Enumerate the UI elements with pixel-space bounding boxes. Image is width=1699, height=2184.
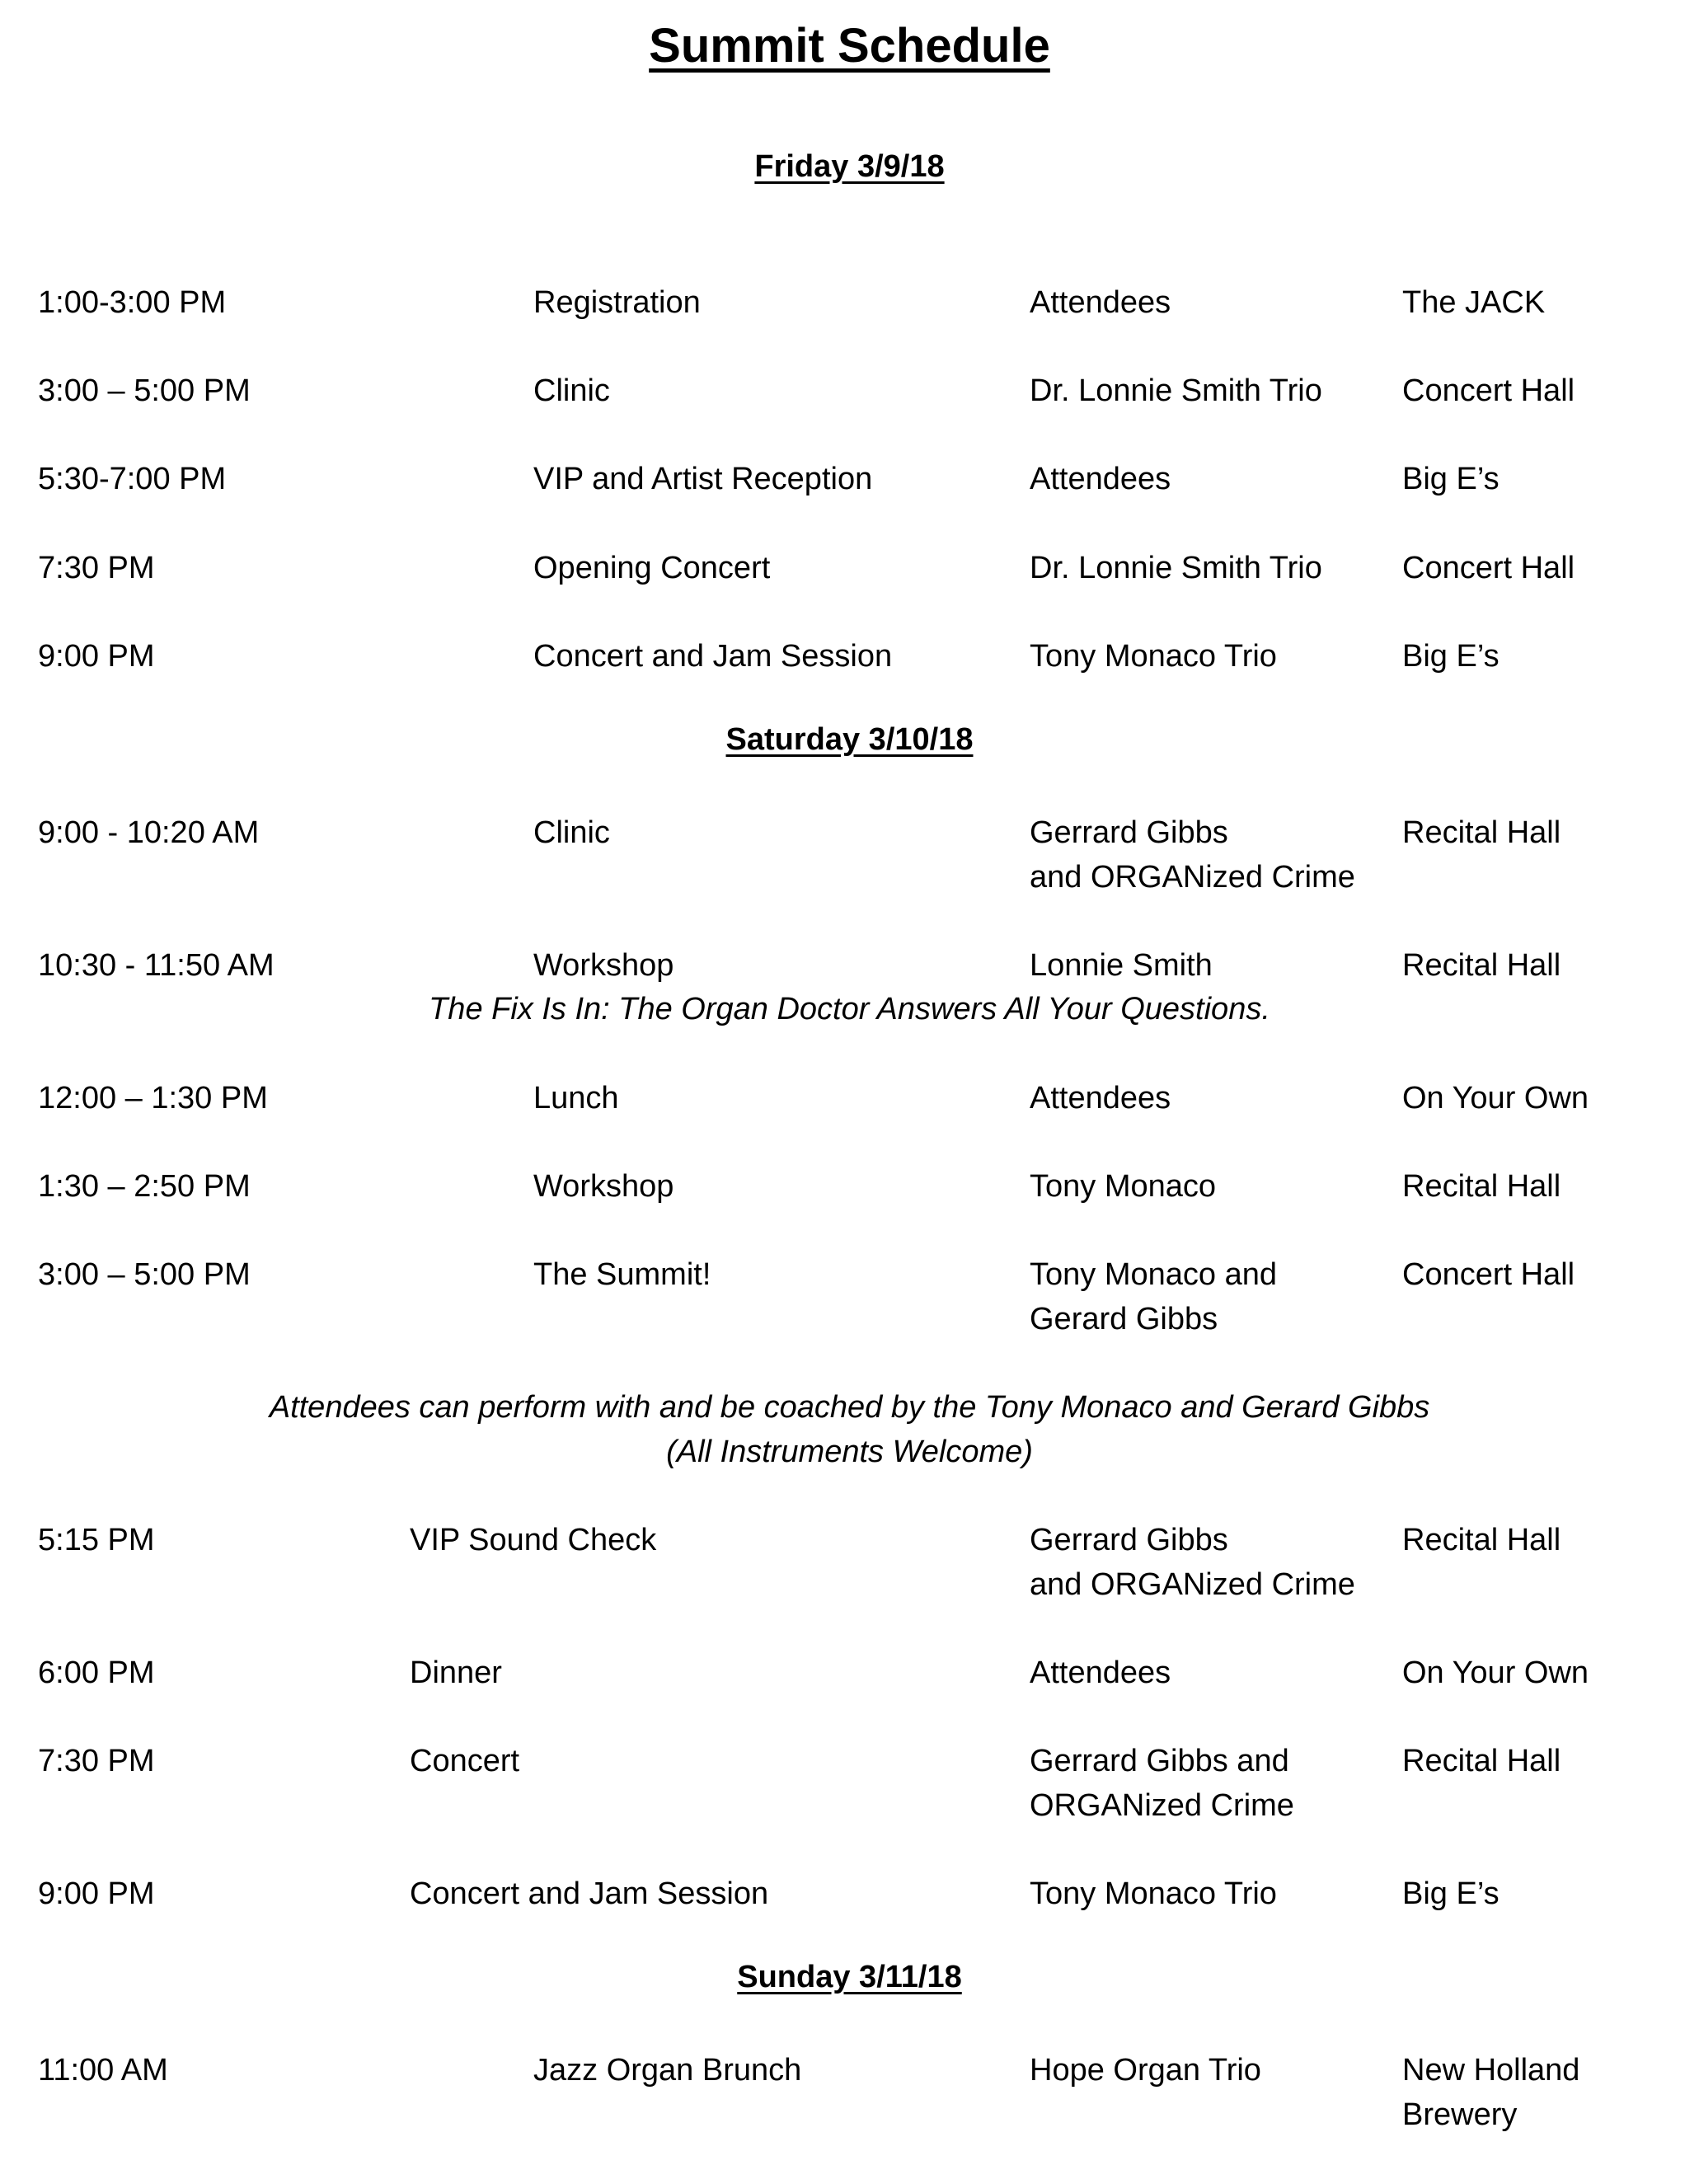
row-where: On Your Own	[1402, 1656, 1589, 1690]
row-who: Attendees	[1030, 1081, 1171, 1115]
row-event: The Summit!	[533, 1257, 711, 1292]
row-who-line2: ORGANized Crime	[1030, 1788, 1294, 1823]
row-event: Registration	[533, 285, 701, 320]
day-heading-saturday: Saturday 3/10/18	[725, 722, 974, 757]
row-event: Concert and Jam Session	[533, 639, 893, 674]
row-who: Gerrard Gibbs	[1030, 815, 1228, 850]
day-heading-friday: Friday 3/9/18	[754, 149, 945, 184]
row-event: Concert	[410, 1744, 520, 1778]
row-who: Gerrard Gibbs	[1030, 1523, 1228, 1557]
row-event: Clinic	[533, 815, 610, 850]
row-who: Hope Organ Trio	[1030, 2053, 1261, 2088]
row-who: Gerrard Gibbs and	[1030, 1744, 1289, 1778]
row-where: Concert Hall	[1402, 1257, 1575, 1292]
row-event: VIP and Artist Reception	[533, 462, 873, 496]
summit-note-line2: (All Instruments Welcome)	[666, 1435, 1033, 1469]
row-where: Recital Hall	[1402, 815, 1561, 850]
row-event: VIP Sound Check	[410, 1523, 657, 1557]
row-event: Clinic	[533, 373, 610, 408]
page-title: Summit Schedule	[649, 19, 1050, 73]
workshop-subtitle: The Fix Is In: The Organ Doctor Answers All Your Questions.	[429, 992, 1270, 1026]
row-who: Lonnie Smith	[1030, 948, 1213, 983]
row-time: 5:15 PM	[38, 1523, 155, 1557]
row-where: Recital Hall	[1402, 1523, 1561, 1557]
row-where: Concert Hall	[1402, 373, 1575, 408]
row-time: 1:30 – 2:50 PM	[38, 1169, 251, 1204]
row-who: Tony Monaco Trio	[1030, 639, 1277, 674]
row-time: 12:00 – 1:30 PM	[38, 1081, 268, 1115]
row-time: 5:30-7:00 PM	[38, 462, 227, 496]
row-where: Concert Hall	[1402, 551, 1575, 585]
row-who: Dr. Lonnie Smith Trio	[1030, 373, 1322, 408]
row-event: Lunch	[533, 1081, 619, 1115]
row-event: Jazz Organ Brunch	[533, 2053, 802, 2088]
row-who: Tony Monaco Trio	[1030, 1876, 1277, 1911]
row-time: 7:30 PM	[38, 1744, 155, 1778]
row-time: 9:00 PM	[38, 639, 155, 674]
row-who-line2: and ORGANized Crime	[1030, 1567, 1355, 1602]
row-time: 7:30 PM	[38, 551, 155, 585]
row-time: 3:00 – 5:00 PM	[38, 373, 251, 408]
row-where: Big E’s	[1402, 1876, 1500, 1911]
row-where: On Your Own	[1402, 1081, 1589, 1115]
row-who: Attendees	[1030, 285, 1171, 320]
day-heading-sunday: Sunday 3/11/18	[737, 1960, 962, 1994]
row-event: Workshop	[533, 1169, 674, 1204]
row-time: 9:00 - 10:20 AM	[38, 815, 260, 850]
row-event: Workshop	[533, 948, 674, 983]
row-time: 3:00 – 5:00 PM	[38, 1257, 251, 1292]
row-who: Dr. Lonnie Smith Trio	[1030, 551, 1322, 585]
row-where: Recital Hall	[1402, 1744, 1561, 1778]
row-time: 9:00 PM	[38, 1876, 155, 1911]
row-event: Concert and Jam Session	[410, 1876, 769, 1911]
row-where: Big E’s	[1402, 462, 1500, 496]
row-who-line2: Gerard Gibbs	[1030, 1302, 1218, 1336]
row-who: Tony Monaco	[1030, 1169, 1217, 1204]
row-where: The JACK	[1402, 285, 1546, 320]
row-who: Attendees	[1030, 462, 1171, 496]
row-who: Attendees	[1030, 1656, 1171, 1690]
row-where: Recital Hall	[1402, 948, 1561, 983]
row-time: 10:30 - 11:50 AM	[38, 948, 275, 983]
row-where: Big E’s	[1402, 639, 1500, 674]
row-time: 1:00-3:00 PM	[38, 285, 227, 320]
row-where: Recital Hall	[1402, 1169, 1561, 1204]
row-event: Dinner	[410, 1656, 502, 1690]
row-event: Opening Concert	[533, 551, 771, 585]
row-where-line2: Brewery	[1402, 2097, 1518, 2132]
row-where: New Holland	[1402, 2053, 1580, 2088]
row-time: 6:00 PM	[38, 1656, 155, 1690]
row-time: 11:00 AM	[38, 2053, 168, 2088]
summit-note: Attendees can perform with and be coached by the Tony Monaco and Gerard Gibbs	[269, 1390, 1430, 1425]
row-who: Tony Monaco and	[1030, 1257, 1277, 1292]
row-who-line2: and ORGANized Crime	[1030, 860, 1355, 895]
